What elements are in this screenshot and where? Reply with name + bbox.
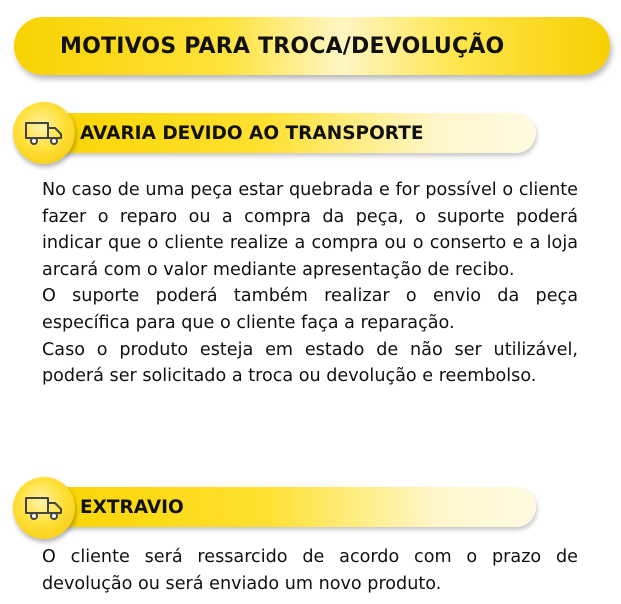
truck-icon [24,495,64,521]
paragraph: O suporte poderá também realizar o envio da peça específica para que o cliente faça a reparação. [42,286,578,333]
section-header-extravio [44,487,536,527]
truck-icon-badge [13,102,75,164]
section-body-avaria [42,177,578,390]
page-header-banner [14,17,610,75]
section-body-extravio [42,544,578,597]
page-title: MOTIVOS PARA TROCA/DEVOLUÇÃO [60,33,505,59]
section-title: AVARIA DEVIDO AO TRANSPORTE [80,122,424,144]
section-title: EXTRAVIO [80,496,184,518]
truck-icon [24,120,64,146]
paragraph: No caso de uma peça estar quebrada e for possível o cliente fazer o reparo ou a compra da peça, o suporte poderá indicar que o cliente realize a compra ou o conserto e a loja arcará com o valor mediante apresentação de recibo. [42,180,578,280]
section-header-avaria [44,113,536,153]
paragraph: O cliente será ressarcido de acordo com o prazo de devolução ou será enviado um novo produto. [42,547,578,594]
truck-icon-badge [13,477,75,539]
paragraph: Caso o produto esteja em estado de não ser utilizável, poderá ser solicitado a troca ou devolução e reembolso. [42,339,578,387]
